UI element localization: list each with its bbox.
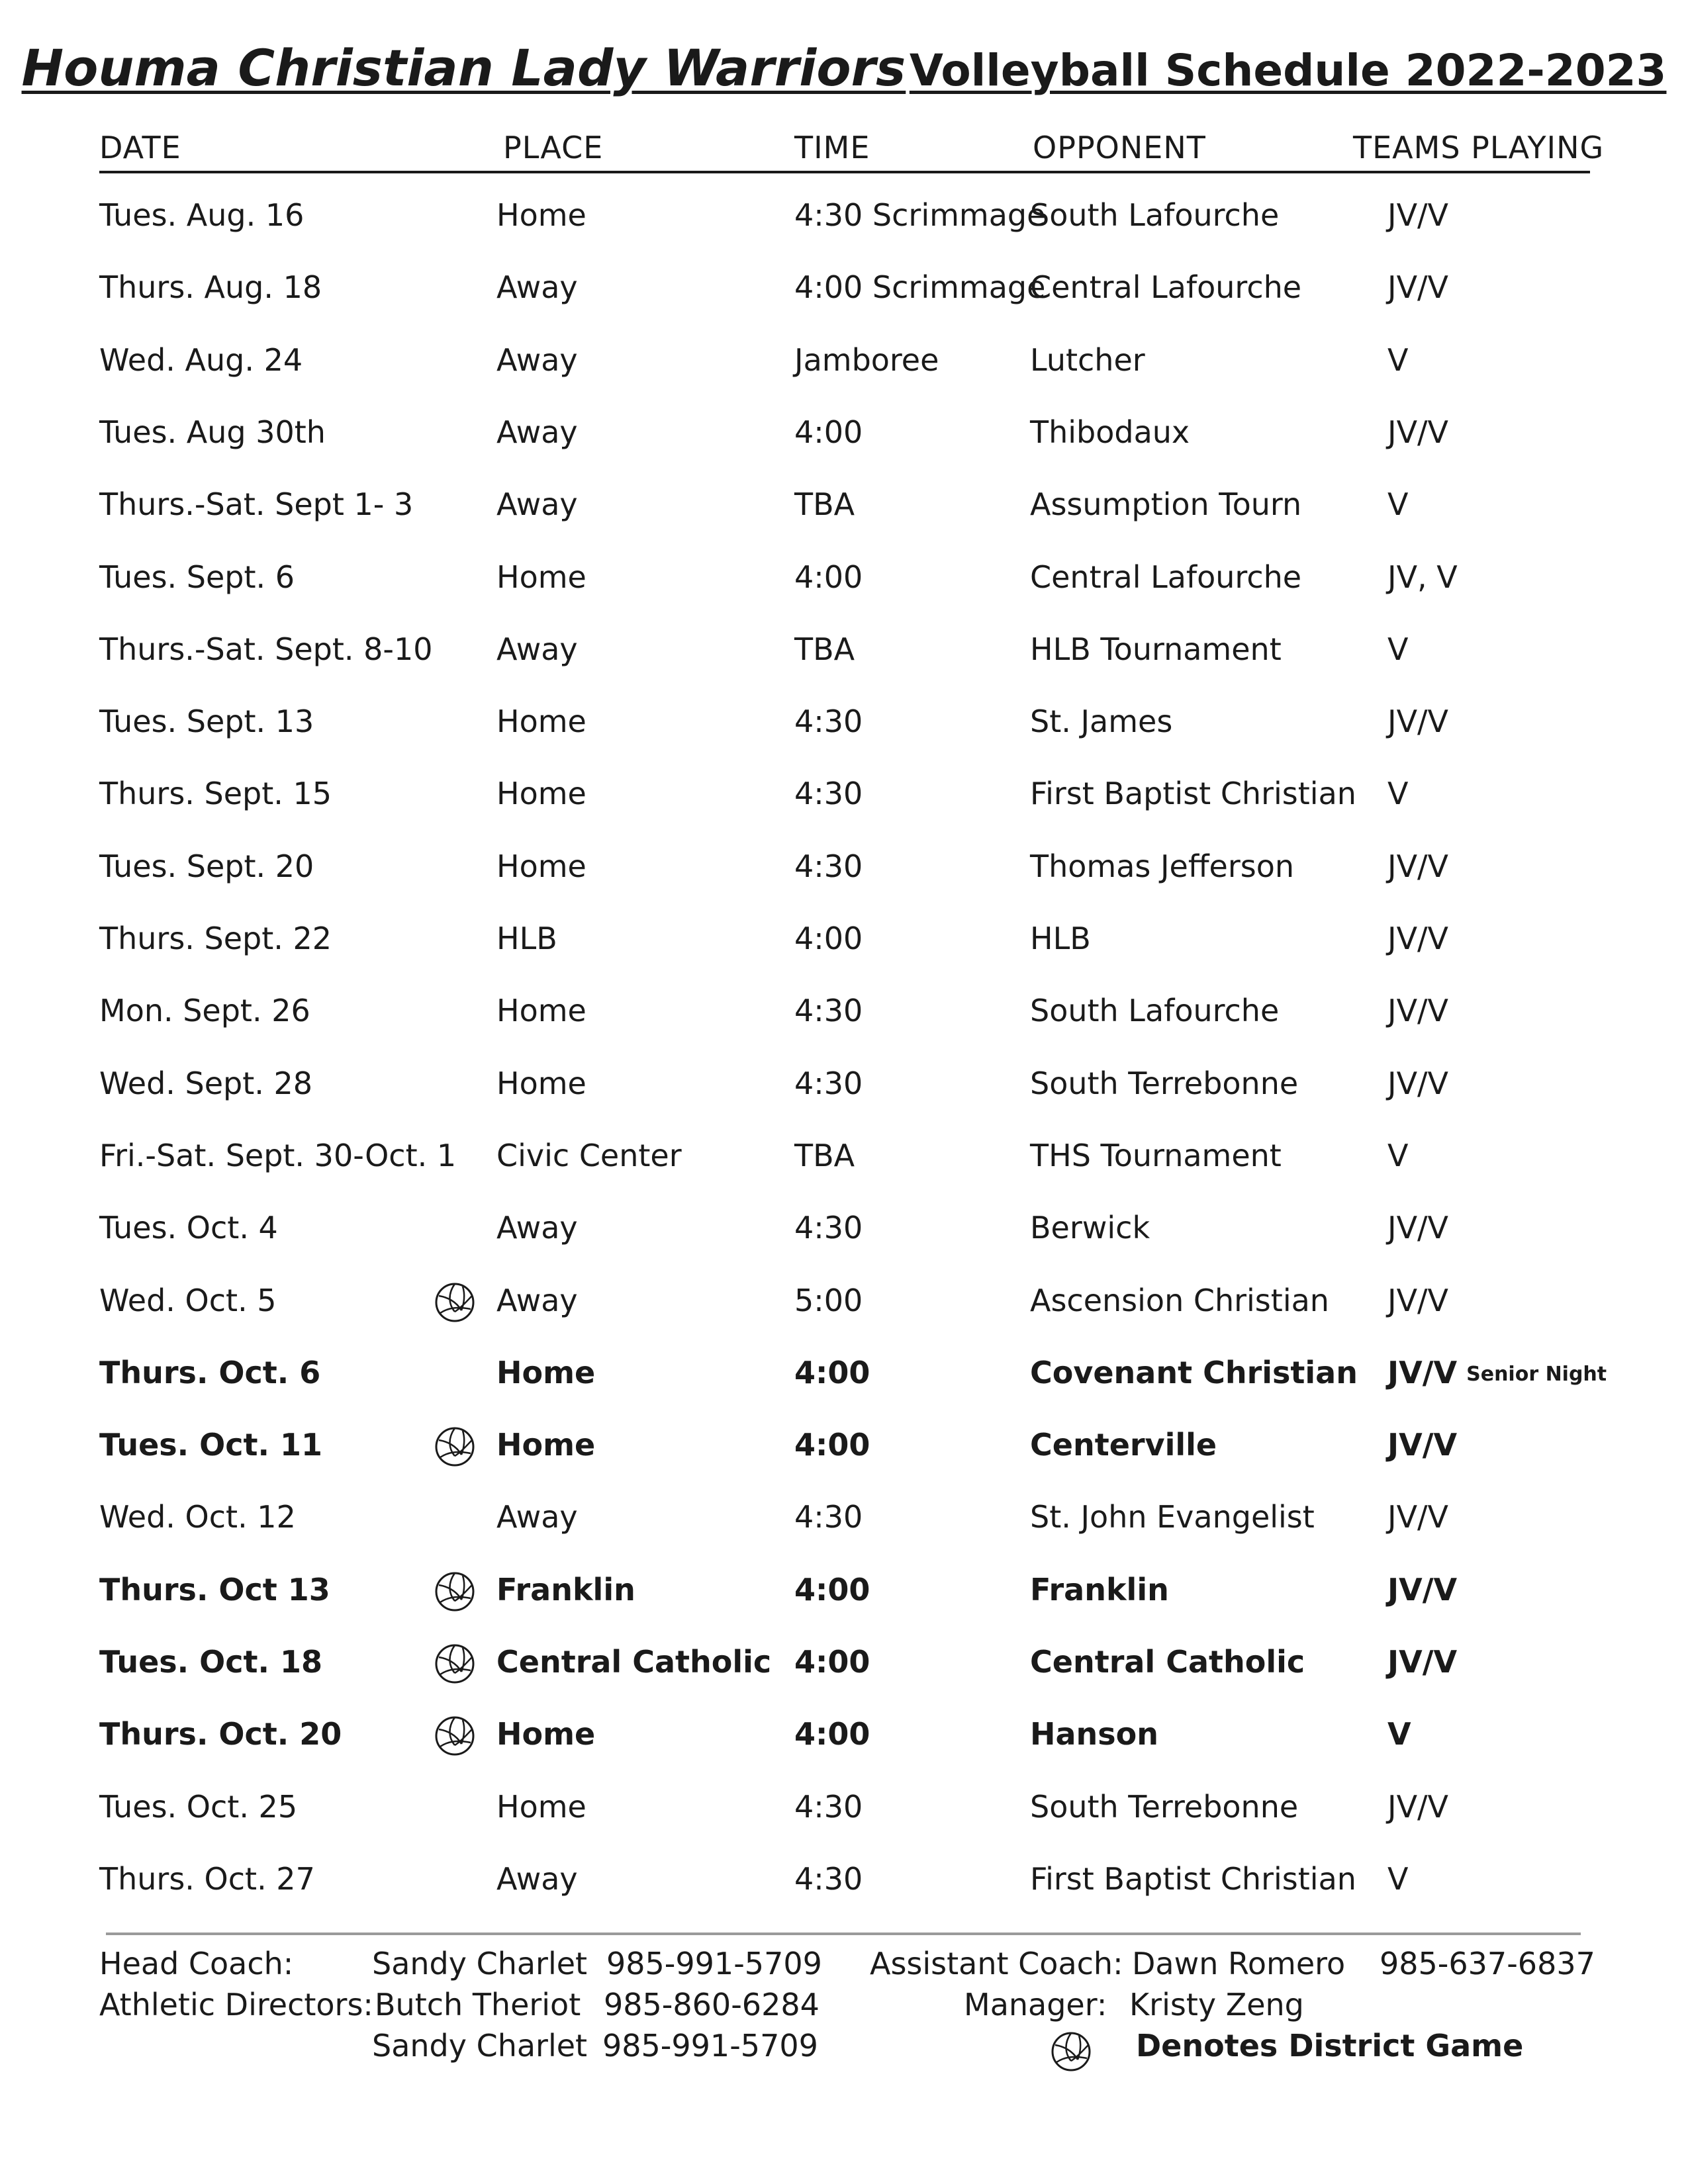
cell-date [99,1572,330,1608]
header-time: TIME [794,130,870,165]
cell-teams-text: JV/V [1387,1427,1458,1463]
cell-time-text: 4:30 [794,1499,863,1535]
cell-place [496,1861,578,1897]
cell-teams [1387,848,1448,884]
cell-date [99,993,310,1028]
cell-date [99,631,433,667]
cell-teams-text: JV/V [1387,269,1448,306]
cell-place [496,269,578,305]
cell-opponent [1030,1789,1298,1825]
cell-teams [1387,1283,1448,1318]
table-row [0,1349,1688,1402]
table-row [0,915,1688,968]
cell-time [794,1210,863,1246]
cell-time [794,197,1045,233]
cell-time [794,1499,863,1535]
cell-opponent [1030,1427,1217,1463]
cell-teams-text: JV/V [1387,921,1448,956]
cell-date [99,848,314,884]
cell-date-text: Fri.-Sat. Sept. 30-Oct. 1 [99,1137,457,1173]
cell-place [496,1789,586,1825]
cell-place-text: Home [496,1427,596,1463]
cell-teams [1387,993,1448,1028]
cell-place [496,486,578,522]
cell-teams [1387,269,1448,305]
table-row [0,1856,1688,1909]
cell-time-text: TBA [794,1137,855,1173]
cell-place-text: Away [496,269,578,306]
cell-place [496,342,578,378]
table-row [0,1711,1688,1764]
cell-time [794,486,855,522]
cell-teams-text: JV/V [1387,197,1448,233]
cell-opponent-text: Central Lafourche [1030,269,1302,306]
cell-time-text: 5:00 [794,1282,863,1318]
cell-place-text: Away [496,414,578,450]
cell-time [794,342,939,378]
header-teams: TEAMS PLAYING [1353,130,1605,165]
cell-teams [1387,631,1408,667]
cell-place [496,776,586,811]
cell-place-text: Away [496,1282,578,1318]
cell-date-text: Thurs. Sept. 15 [99,776,332,812]
cell-time [794,269,1045,305]
table-row [0,1205,1688,1257]
cell-teams-text: JV, V [1387,559,1458,595]
cell-date [99,559,295,595]
athletic-director-2-name: Sandy Charlet [372,2028,588,2064]
cell-date-text: Thurs.-Sat. Sept 1- 3 [99,486,414,523]
athletic-director-2-phone: 985-991-5709 [602,2028,818,2064]
manager-name: Kristy Zeng [1129,1987,1304,2023]
cell-time [794,776,863,811]
cell-date-text: Tues. Sept. 6 [99,559,295,595]
cell-teams-text: V [1387,486,1409,523]
cell-opponent-text: South Terrebonne [1030,1788,1299,1825]
cell-teams [1387,1427,1457,1463]
cell-date [99,1283,277,1318]
cell-place [496,1283,578,1318]
cell-date [99,1716,342,1752]
cell-date-text: Thurs. Oct. 20 [99,1716,342,1752]
cell-place [496,559,586,595]
cell-date-text: Tues. Oct. 18 [99,1644,323,1680]
cell-date-text: Tues. Oct. 11 [99,1427,323,1463]
cell-opponent-text: Thomas Jefferson [1030,848,1295,884]
cell-date-text: Tues. Sept. 13 [99,704,314,740]
cell-teams-text: JV/V [1387,848,1448,884]
cell-time-text: 4:30 [794,1788,863,1825]
cell-time-text: 4:00 [794,559,863,595]
cell-time-text: 4:00 [794,1716,870,1752]
cell-opponent [1030,197,1279,233]
cell-place-text: Home [496,559,586,595]
cell-time-text: 4:30 Scrimmage [794,197,1046,233]
table-row [0,1639,1688,1692]
cell-date [99,1210,278,1246]
table-row [0,554,1688,607]
cell-teams [1387,1355,1607,1390]
volleyball-icon [434,1281,476,1324]
cell-date [99,486,413,522]
cell-time [794,631,855,667]
cell-teams [1387,704,1448,739]
cell-date-text: Thurs. Oct. 6 [99,1354,321,1390]
cell-place [496,921,557,956]
cell-opponent [1030,848,1294,884]
cell-place-text: Away [496,631,578,667]
cell-opponent [1030,1138,1282,1173]
table-row [0,337,1688,390]
cell-teams-text: JV/V [1387,414,1448,450]
table-row [0,1567,1688,1619]
volleyball-icon [1050,2030,1092,2073]
cell-teams [1387,1066,1448,1101]
cell-place-text: Home [496,197,586,233]
cell-teams [1387,342,1408,378]
cell-teams [1387,1861,1408,1897]
cell-teams [1387,486,1408,522]
cell-opponent-text: First Baptist Christian [1030,1860,1356,1897]
cell-place [496,993,586,1028]
cell-date-text: Wed. Aug. 24 [99,341,303,378]
cell-opponent-text: Ascension Christian [1030,1282,1329,1318]
cell-teams-text: JV/V [1387,1571,1458,1608]
cell-opponent-text: St. John Evangelist [1030,1499,1315,1535]
head-coach-label: Head Coach: [99,1946,294,1981]
cell-time-text: 4:00 [794,921,863,956]
cell-place-text: Central Catholic [496,1644,772,1680]
cell-opponent [1030,993,1279,1028]
cell-place-text: Away [496,486,578,523]
athletic-directors-label: Athletic Directors: [99,1987,373,2023]
cell-time-text: 4:30 [794,1860,863,1897]
cell-place [496,414,578,450]
table-row [0,1784,1688,1837]
cell-teams-text: JV/V [1387,1354,1458,1390]
cell-date [99,1861,315,1897]
cell-time-text: 4:30 [794,776,863,812]
cell-date-text: Thurs.-Sat. Sept. 8-10 [99,631,433,667]
cell-time [794,1716,870,1752]
cell-time-text: 4:00 Scrimmage [794,269,1046,306]
cell-opponent [1030,342,1145,378]
cell-opponent [1030,486,1301,522]
cell-time [794,848,863,884]
athletic-director-1-phone: 985-860-6284 [604,1987,820,2023]
cell-time-text: 4:00 [794,414,863,450]
cell-date [99,342,303,378]
cell-place [496,848,586,884]
cell-place [496,1644,771,1680]
cell-teams-text: JV/V [1387,1788,1448,1825]
cell-place [496,197,586,233]
cell-date-text: Mon. Sept. 26 [99,993,310,1029]
athletic-director-1-name: Butch Theriot [375,1987,581,2023]
table-row [0,409,1688,462]
cell-place-text: Home [496,1065,586,1101]
table-row [0,843,1688,896]
cell-date [99,414,326,450]
cell-place-text: Away [496,341,578,378]
cell-teams-text: V [1387,631,1409,667]
cell-place [496,631,578,667]
cell-opponent-text: Thibodaux [1030,414,1190,450]
cell-time [794,1355,870,1390]
cell-opponent-text: Franklin [1030,1571,1169,1608]
cell-opponent-text: Assumption Tourn [1030,486,1302,523]
cell-opponent [1030,1066,1298,1101]
cell-time [794,1283,863,1318]
cell-time [794,993,863,1028]
cell-opponent-text: Lutcher [1030,341,1145,378]
table-row [0,1494,1688,1547]
cell-teams [1387,559,1458,595]
cell-place-text: Civic Center [496,1137,682,1173]
cell-opponent [1030,1716,1158,1752]
cell-date-text: Tues. Sept. 20 [99,848,314,884]
cell-teams [1387,921,1448,956]
volleyball-icon [434,1643,476,1685]
cell-teams [1387,1644,1457,1680]
cell-teams [1387,1716,1411,1752]
cell-opponent [1030,1572,1169,1608]
cell-time [794,1861,863,1897]
cell-teams-text: V [1387,1860,1409,1897]
cell-date-text: Wed. Sept. 28 [99,1065,313,1101]
title-main: Houma Christian Lady Warriors [21,38,906,97]
cell-place-text: Home [496,993,586,1029]
cell-teams [1387,1138,1408,1173]
cell-place-text: HLB [496,921,557,956]
cell-date-text: Thurs. Sept. 22 [99,921,332,956]
header-opponent: OPPONENT [1033,130,1206,165]
cell-opponent [1030,1355,1358,1390]
cell-opponent-text: Central Lafourche [1030,559,1302,595]
cell-place-text: Away [496,1499,578,1535]
cell-date-text: Thurs. Oct. 27 [99,1860,315,1897]
cell-place-text: Home [496,704,586,740]
cell-opponent-text: South Lafourche [1030,197,1280,233]
cell-date-text: Thurs. Aug. 18 [99,269,322,306]
cell-time [794,414,863,450]
cell-date [99,921,332,956]
cell-place-text: Away [496,1860,578,1897]
assistant-coach-phone: 985-637-6837 [1380,1946,1595,1981]
cell-time-text: 4:30 [794,1210,863,1246]
cell-opponent [1030,1644,1305,1680]
cell-teams-text: JV/V [1387,1065,1448,1101]
cell-time-text: 4:30 [794,848,863,884]
header-date: DATE [99,130,181,165]
cell-date [99,1789,297,1825]
table-row [0,770,1688,823]
cell-opponent [1030,1861,1356,1897]
cell-teams-text: V [1387,341,1409,378]
cell-opponent-text: Covenant Christian [1030,1354,1358,1390]
head-coach-phone: 985-991-5709 [606,1946,822,1981]
cell-teams-text: JV/V [1387,993,1448,1029]
table-row [0,481,1688,534]
table-row [0,1060,1688,1113]
cell-opponent-text: Central Catholic [1030,1644,1305,1680]
cell-opponent-text: Centerville [1030,1427,1217,1463]
cell-date [99,269,322,305]
cell-date [99,1138,456,1173]
cell-opponent-text: South Lafourche [1030,993,1280,1029]
volleyball-icon [434,1570,476,1613]
cell-opponent-text: Hanson [1030,1716,1159,1752]
cell-opponent-text: HLB Tournament [1030,631,1282,667]
cell-opponent [1030,776,1356,811]
cell-place-text: Away [496,1210,578,1246]
cell-opponent [1030,1499,1315,1535]
cell-date [99,1644,322,1680]
cell-date [99,1499,296,1535]
cell-place [496,1210,578,1246]
cell-opponent-text: THS Tournament [1030,1137,1282,1173]
cell-date-text: Tues. Aug 30th [99,414,326,450]
cell-teams-text: JV/V [1387,1210,1448,1246]
cell-time-text: 4:30 [794,704,863,740]
cell-place [496,1572,635,1608]
footer-divider [106,1933,1581,1935]
cell-date-text: Tues. Oct. 25 [99,1788,298,1825]
table-row [0,987,1688,1040]
senior-night-note: Senior Night [1466,1362,1607,1386]
cell-place-text: Home [496,776,586,812]
cell-time [794,1644,870,1680]
cell-date-text: Thurs. Oct 13 [99,1571,330,1608]
head-coach-name: Sandy Charlet [372,1946,588,1981]
cell-time-text: 4:00 [794,1427,870,1463]
cell-opponent [1030,559,1301,595]
cell-teams [1387,197,1448,233]
cell-time-text: 4:00 [794,1644,870,1680]
cell-teams [1387,414,1448,450]
cell-place [496,1138,682,1173]
table-row [0,264,1688,317]
cell-time [794,1066,863,1101]
cell-time-text: 4:30 [794,1065,863,1101]
cell-teams [1387,1210,1448,1246]
cell-opponent [1030,269,1301,305]
cell-date [99,704,314,739]
volleyball-icon [434,1715,476,1757]
cell-date-text: Wed. Oct. 5 [99,1282,277,1318]
table-row [0,1422,1688,1475]
cell-opponent-text: Berwick [1030,1210,1150,1246]
cell-date [99,1066,312,1101]
cell-place [496,1066,586,1101]
cell-teams-text: V [1387,1137,1409,1173]
cell-teams [1387,1499,1448,1535]
cell-time-text: 4:00 [794,1571,870,1608]
assistant-coach-label: Assistant Coach: [870,1946,1123,1981]
table-row [0,192,1688,245]
cell-place-text: Home [496,848,586,884]
cell-opponent [1030,631,1282,667]
cell-date [99,197,304,233]
table-row [0,1132,1688,1185]
cell-date-text: Tues. Aug. 16 [99,197,305,233]
cell-place [496,1355,595,1390]
cell-place-text: Home [496,1788,586,1825]
table-row [0,698,1688,751]
cell-time-text: Jamboree [794,341,939,378]
cell-place-text: Franklin [496,1571,635,1608]
cell-place-text: Home [496,1354,596,1390]
cell-opponent [1030,921,1091,956]
cell-teams-text: V [1387,776,1409,812]
cell-teams [1387,1572,1457,1608]
cell-time [794,921,863,956]
cell-time-text: TBA [794,486,855,523]
cell-place-text: Home [496,1716,596,1752]
header-place: PLACE [503,130,604,165]
cell-teams [1387,1789,1448,1825]
cell-time-text: 4:30 [794,993,863,1029]
cell-date-text: Wed. Oct. 12 [99,1499,296,1535]
cell-place [496,704,586,739]
table-row [0,626,1688,679]
header-divider [99,171,1590,173]
cell-time-text: 4:00 [794,1354,870,1390]
cell-teams-text: JV/V [1387,1644,1458,1680]
volleyball-icon [434,1426,476,1468]
cell-opponent-text: First Baptist Christian [1030,776,1356,812]
cell-teams-text: V [1387,1716,1411,1752]
cell-date [99,776,332,811]
cell-teams-text: JV/V [1387,1282,1448,1318]
cell-time [794,1789,863,1825]
cell-time [794,559,863,595]
cell-date [99,1355,320,1390]
cell-time [794,1427,870,1463]
cell-teams [1387,776,1408,811]
assistant-coach-name: Dawn Romero [1132,1946,1346,1981]
cell-teams-text: JV/V [1387,1499,1448,1535]
cell-opponent-text: St. James [1030,704,1173,740]
cell-opponent-text: South Terrebonne [1030,1065,1299,1101]
cell-place [496,1427,595,1463]
cell-place [496,1499,578,1535]
cell-place [496,1716,595,1752]
title-sub: Volleyball Schedule 2022-2023 [909,45,1667,96]
cell-teams-text: JV/V [1387,704,1448,740]
cell-time [794,704,863,739]
cell-time [794,1138,855,1173]
table-row [0,1277,1688,1330]
cell-time-text: TBA [794,631,855,667]
cell-time [794,1572,870,1608]
cell-date-text: Tues. Oct. 4 [99,1210,278,1246]
cell-opponent [1030,1210,1150,1246]
cell-opponent [1030,1283,1329,1318]
table-header [0,130,1688,169]
page-title [0,38,1688,97]
manager-label: Manager: [964,1987,1107,2023]
legend-district-game: Denotes District Game [1136,2028,1524,2064]
cell-opponent [1030,704,1172,739]
cell-date [99,1427,322,1463]
cell-opponent-text: HLB [1030,921,1091,956]
cell-opponent [1030,414,1190,450]
